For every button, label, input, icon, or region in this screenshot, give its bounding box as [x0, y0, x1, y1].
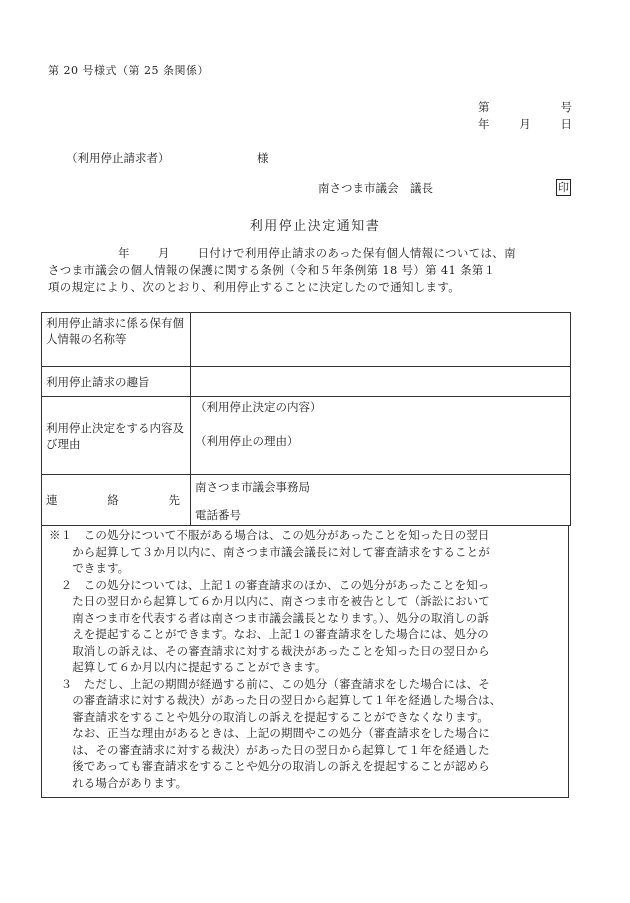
note-line: た日の翌日から起算して６か月以内に、南さつま市を被告として（訴訟において [49, 594, 490, 608]
row-label-info-name: 利用停止請求に係る保有個人情報の名称等 [42, 313, 191, 367]
document-number [478, 99, 572, 115]
row-label-contact [42, 475, 191, 526]
table-row [42, 475, 571, 526]
decision-content-heading: （利用停止決定の内容） [195, 400, 322, 414]
intro-month: 月 [157, 246, 170, 260]
table-row [42, 367, 571, 397]
decision-table [41, 312, 571, 526]
note-line: 取消しの訴えは、その審査請求に対する裁決があったことを知った日の翌日から [49, 643, 490, 658]
date-month: 月 [519, 117, 531, 131]
number-suffix: 号 [560, 100, 572, 114]
intro-line-2: さつま市議会の個人情報の保護に関する条例（令和５年条例第 18 号）第 41 条第１ [48, 263, 496, 277]
note-line: の審査請求に対する裁決）があった日の翌日から起算して１年を経過した場合は、 [49, 693, 502, 707]
notes-box [41, 525, 569, 798]
form-number: 第 20 号様式（第 25 条関係） [48, 64, 209, 77]
row-label-request-purpose: 利用停止請求の趣旨 [42, 367, 191, 397]
contact-phone: 電話番号 [195, 508, 241, 522]
intro-year: 年 [118, 246, 130, 260]
note-line: なお、正当な理由があるときは、上記の期間やこの処分（審査請求をした場合に [49, 726, 490, 740]
date-day: 日 [560, 117, 572, 131]
intro-line-1-rest: 日付けで利用停止請求のあった保有個人情報については、南 [197, 246, 516, 260]
row-value-decision [191, 397, 571, 475]
table-row [42, 397, 571, 475]
row-value-contact [191, 475, 571, 526]
row-label-decision: 利用停止決定をする内容及び理由 [42, 397, 191, 475]
row-value-request-purpose [191, 367, 571, 397]
sender-name: 南さつま市議会 議長 [318, 181, 433, 195]
seal-mark: 印 [558, 181, 569, 194]
note-line: から起算して３か月以内に、南さつま市議会議長に対して審査請求をすることが [49, 544, 490, 559]
contact-char: 絡 [107, 493, 119, 507]
note-line: 後であっても審査請求をすることや処分の取消しの訴えを提起することが認めら [49, 759, 490, 773]
document-title: 利用停止決定通知書 [249, 219, 381, 234]
note-line: 審査請求をすることや処分の取消しの訴えを提起することができなくなります。 [49, 709, 489, 724]
intro-line-1 [48, 245, 572, 262]
note-line: えを提起することができます。なお、上記１の審査請求をした場合には、処分の [49, 627, 489, 641]
contact-char: 先 [168, 493, 180, 507]
number-prefix: 第 [478, 100, 490, 114]
note-line: は、その審査請求に対する裁決）があった日の翌日から起算して１年を経過した [49, 742, 490, 757]
note-line: 起算して６か月以内に提起することができます。 [49, 660, 327, 674]
document-date [478, 116, 572, 132]
contact-office: 南さつま市議会事務局 [195, 480, 310, 494]
intro-line-3: 項の規定により、次のとおり、利用停止することに決定したので通知します。 [48, 280, 461, 294]
note-line: 南さつま市を代表する者は南さつま市議会議長となります。）、処分の取消しの訴 [49, 610, 489, 625]
row-value-info-name [191, 313, 571, 367]
date-year: 年 [478, 117, 490, 131]
decision-reason-heading: （利用停止の理由） [195, 434, 299, 448]
note-line: できます。 [49, 561, 130, 575]
note-line: ２ この処分については、上記１の審査請求のほか、この処分があったことを知っ [49, 577, 490, 592]
addressee-honorific: 様 [257, 151, 269, 165]
intro-paragraph [48, 245, 572, 296]
table-row [42, 313, 571, 367]
note-line: ※１ この処分について不服がある場合は、この処分があったことを知った日の翌日 [49, 528, 490, 542]
contact-char: 連 [46, 493, 58, 507]
note-line: れる場合があります。 [49, 775, 188, 790]
note-line: ３ ただし、上記の期間が経過する前に、この処分（審査請求をした場合には、そ [49, 676, 490, 691]
addressee-label: （利用停止請求者） [66, 151, 170, 165]
